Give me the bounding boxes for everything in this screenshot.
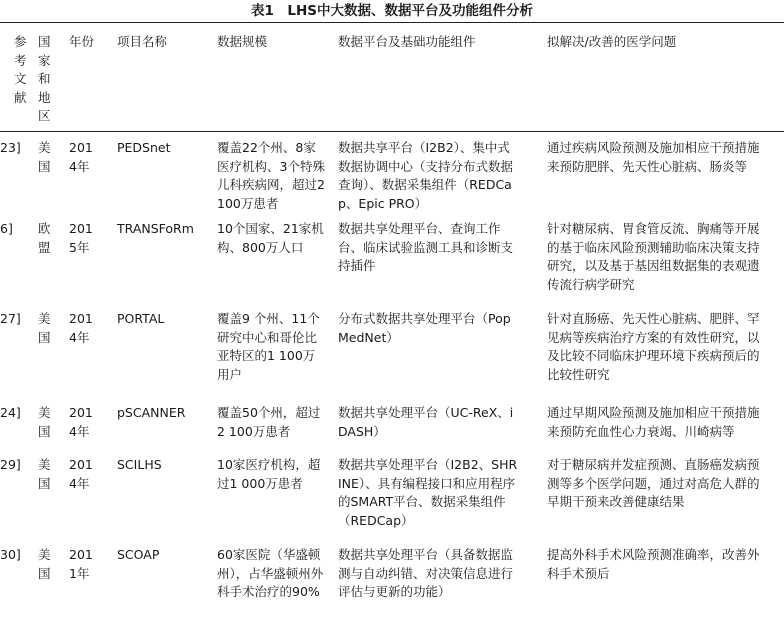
table-row [0, 220, 784, 310]
table-row [0, 546, 784, 621]
table-row [0, 130, 784, 220]
header-year: 年份 [69, 34, 95, 49]
header-platform: 数据平台及基础功能组件 [338, 34, 476, 49]
header-ref: 参考文献 [14, 34, 27, 105]
cell-scale: 10家医疗机构，超过1 000万患者 [217, 457, 321, 491]
table-row [0, 310, 784, 404]
cell-problem: 针对直肠癌、先天性心脏病、肥胖、罕见病等疾病治疗方案的有效性研究，以及比较不同临床护理环境下疾病预后的比较性研究 [547, 311, 760, 382]
cell-ref: 24] [0, 405, 21, 420]
header-country: 国家和地区 [38, 34, 51, 123]
cell-year: 2014年 [69, 311, 93, 345]
cell-year: 2014年 [69, 140, 93, 174]
header-name: 项目名称 [117, 34, 168, 49]
table-row [0, 404, 784, 456]
table-title: 表1 LHS中大数据、数据平台及功能组件分析 [250, 3, 534, 19]
cell-problem: 通过疾病风险预测及施加相应干预措施来预防肥胖、先天性心脏病、肠炎等 [547, 140, 760, 174]
cell-platform: 数据共享处理平台、查询工作台、临床试验监测工具和诊断支持插件 [338, 221, 514, 273]
cell-year: 2014年 [69, 457, 93, 491]
cell-name: PORTAL [117, 311, 165, 326]
cell-name: pSCANNER [117, 405, 186, 420]
lhs-analysis-table [0, 33, 784, 621]
cell-platform: 数据共享平台（I2B2）、集中式数据协调中心（支持分布式数据查询）、数据采集组件（REDCap、Epic PRO） [338, 140, 514, 211]
cell-country: 美国 [38, 311, 51, 345]
cell-year: 2011年 [69, 547, 93, 581]
cell-problem: 针对糖尿病、胃食管反流、胸痛等开展的基于临床风险预测辅助临床决策支持研究，以及基于基因组数据集的表观遗传流行病学研究 [547, 221, 760, 292]
cell-country: 美国 [38, 547, 51, 581]
cell-platform: 数据共享处理平台（UC-ReX、iDASH） [338, 405, 514, 439]
cell-year: 2014年 [69, 405, 93, 439]
header-scale: 数据规模 [217, 34, 268, 49]
cell-country: 美国 [38, 405, 51, 439]
cell-ref: 30] [0, 547, 21, 562]
table-row [0, 456, 784, 546]
cell-platform: 分布式数据共享处理平台（PopMedNet） [338, 311, 511, 345]
cell-scale: 覆盖50个州，超过2 100万患者 [217, 405, 321, 439]
cell-scale: 10个国家、21家机构、800万人口 [217, 221, 324, 255]
top-rule [0, 22, 784, 23]
cell-ref: 27] [0, 311, 21, 326]
cell-ref: 23] [0, 140, 21, 155]
cell-year: 2015年 [69, 221, 93, 255]
cell-scale: 60家医院（华盛顿州），占华盛顿州外科手术治疗的90% [217, 547, 324, 599]
header-problem: 拟解决/改善的医学问题 [547, 34, 677, 49]
cell-ref: 29] [0, 457, 21, 472]
cell-country: 美国 [38, 457, 51, 491]
cell-scale: 覆盖22个州、8家医疗机构、3个特殊儿科疾病网，超过2 100万患者 [217, 140, 325, 211]
cell-country: 欧盟 [38, 221, 51, 255]
cell-scale: 覆盖9 个州、11个研究中心和哥伦比亚特区的1 100万用户 [217, 311, 320, 382]
cell-problem: 对于糖尿病并发症预测、直肠癌发病预测等多个医学问题，通过对高危人群的早期干预来改善健康结果 [547, 457, 760, 509]
cell-name: SCILHS [117, 457, 162, 472]
cell-name: TRANSFoRm [117, 221, 194, 236]
cell-ref: 6] [0, 221, 13, 236]
cell-problem: 通过早期风险预测及施加相应干预措施来预防充血性心力衰竭、川崎病等 [547, 405, 760, 439]
cell-problem: 提高外科手术风险预测准确率，改善外科手术预后 [547, 547, 760, 581]
cell-platform: 数据共享处理平台（I2B2、SHRINE）、具有编程接口和应用程序的SMART平台、数据采集组件（REDCap） [338, 457, 518, 528]
table-header-row [0, 33, 784, 130]
cell-name: PEDSnet [117, 140, 171, 155]
cell-country: 美国 [38, 140, 51, 174]
cell-name: SCOAP [117, 547, 160, 562]
cell-platform: 数据共享处理平台（具备数据监测与自动纠错、对决策信息进行评估与更新的功能） [338, 547, 514, 599]
